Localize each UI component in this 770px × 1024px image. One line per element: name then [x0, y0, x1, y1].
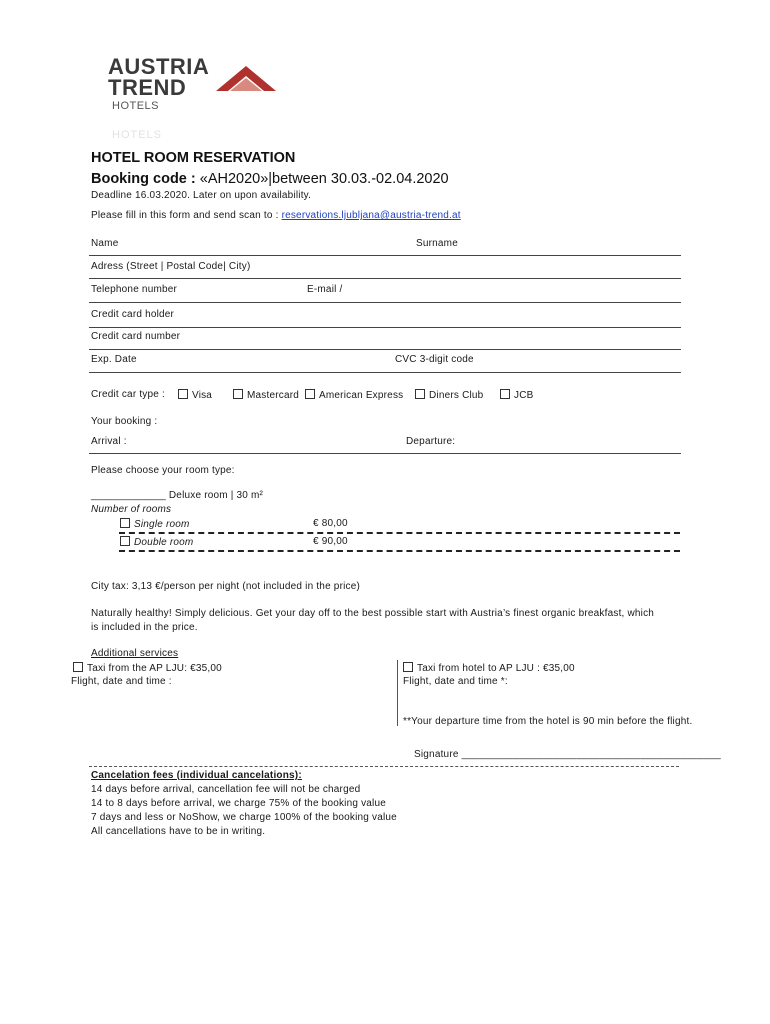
flight-left-label: Flight, date and time : [71, 676, 172, 687]
cancellation-line-4: All cancellations have to be in writing. [91, 826, 266, 837]
services-divider [397, 660, 398, 726]
breakfast-text-1: Naturally healthy! Simply delicious. Get your day off to the best possible start with Austria’s finest organic breakfast, which [91, 608, 655, 619]
surname-label: Surname [416, 238, 458, 249]
taxi-left-label: Taxi from the AP LJU: €35,00 [87, 663, 222, 674]
cc-holder-field-line[interactable] [89, 327, 681, 328]
double-room-dash-line [119, 550, 680, 552]
cvc-label: CVC 3-digit code [395, 354, 474, 365]
double-room-label: Double room [134, 537, 194, 548]
card-mastercard-label: Mastercard [247, 390, 300, 401]
cancellation-line-2: 14 to 8 days before arrival, we charge 75% of the booking value [91, 798, 386, 809]
fill-text: Please fill in this form and send scan to : [91, 210, 282, 221]
logo-line-3: HOTELS [112, 100, 160, 112]
double-room-price: € 90,00 [313, 536, 348, 547]
checkbox-icon[interactable] [500, 389, 510, 399]
telephone-label: Telephone number [91, 284, 178, 295]
departure-note: **Your departure time from the hotel is 90 min before the flight. [403, 716, 693, 727]
double-room-option[interactable] [120, 536, 193, 548]
taxi-right-option[interactable] [403, 662, 575, 674]
single-room-option[interactable] [120, 518, 190, 530]
cc-holder-label: Credit card holder [91, 309, 175, 320]
name-field-line[interactable] [89, 255, 681, 256]
checkbox-icon[interactable] [233, 389, 243, 399]
flight-right-label: Flight, date and time *: [403, 676, 508, 687]
logo-line-2: TREND [108, 75, 187, 100]
logo-roof-icon [216, 64, 278, 92]
card-visa-label: Visa [192, 390, 213, 401]
room-type-row [91, 490, 263, 501]
booking-code [91, 171, 449, 187]
card-mastercard-option[interactable] [233, 389, 299, 401]
checkbox-icon[interactable] [403, 662, 413, 672]
room-blank-field[interactable]: _____________ [91, 490, 166, 501]
cc-number-label: Credit card number [91, 331, 181, 342]
booking-prefix: Booking code : [91, 171, 200, 187]
checkbox-icon[interactable] [415, 389, 425, 399]
checkbox-icon[interactable] [120, 518, 130, 528]
company-logo [108, 56, 278, 116]
card-jcb-label: JCB [514, 390, 534, 401]
arrival-field-line[interactable] [89, 453, 681, 454]
taxi-left-option[interactable] [73, 662, 222, 674]
taxi-right-label: Taxi from hotel to AP LJU : €35,00 [417, 663, 575, 674]
card-visa-option[interactable] [178, 389, 212, 401]
departure-label: Departure: [406, 436, 456, 447]
address-field-line[interactable] [89, 278, 681, 279]
card-diners-label: Diners Club [429, 390, 484, 401]
your-booking-label: Your booking : [91, 416, 158, 427]
card-jcb-option[interactable] [500, 389, 534, 401]
deadline-text: Deadline 16.03.2020. Later on upon availability. [91, 190, 312, 201]
checkbox-icon[interactable] [120, 536, 130, 546]
card-diners-option[interactable] [415, 389, 483, 401]
checkbox-icon[interactable] [305, 389, 315, 399]
card-amex-option[interactable] [305, 389, 403, 401]
name-label: Name [91, 238, 119, 249]
logo-line-1: AUSTRIA [108, 54, 210, 79]
breakfast-text-2: is included in the price. [91, 622, 198, 633]
page-title: HOTEL ROOM RESERVATION [91, 150, 296, 166]
cc-number-field-line[interactable] [89, 349, 681, 350]
checkbox-icon[interactable] [73, 662, 83, 672]
single-room-price: € 80,00 [313, 518, 348, 529]
checkbox-icon[interactable] [178, 389, 188, 399]
exp-date-label: Exp. Date [91, 354, 137, 365]
email-label: E-mail / [307, 284, 343, 295]
address-label: Adress (Street | Postal Code| City) [91, 261, 251, 272]
room-type-label: Deluxe room | 30 m² [165, 490, 264, 501]
additional-services-title: Additional services [91, 648, 179, 659]
signature-dash-line [89, 766, 679, 767]
fill-instructions [91, 210, 461, 221]
single-room-dash-line [119, 532, 680, 534]
card-type-label: Credit car type : [91, 389, 165, 400]
signature-field[interactable]: Signature _____________________________________________ [414, 749, 721, 760]
card-amex-label: American Express [319, 390, 404, 401]
room-choose-text: Please choose your room type: [91, 465, 235, 476]
telephone-field-line[interactable] [89, 302, 681, 303]
cancellation-line-1: 14 days before arrival, cancellation fee will not be charged [91, 784, 361, 795]
cancellation-line-3: 7 days and less or NoShow, we charge 100% of the booking value [91, 812, 397, 823]
arrival-label: Arrival : [91, 436, 127, 447]
single-room-label: Single room [134, 519, 190, 530]
logo-ghost-text: HOTELS [112, 129, 163, 141]
cancellation-title: Cancelation fees (individual cancelations): [91, 770, 302, 781]
number-of-rooms-label: Number of rooms [91, 504, 172, 515]
exp-date-field-line[interactable] [89, 372, 681, 373]
email-link[interactable]: reservations.ljubljana@austria-trend.at [281, 210, 461, 221]
city-tax-text: City tax: 3,13 €/person per night (not included in the price) [91, 581, 361, 592]
booking-code-value: «AH2020»|between 30.03.-02.04.2020 [199, 171, 449, 187]
